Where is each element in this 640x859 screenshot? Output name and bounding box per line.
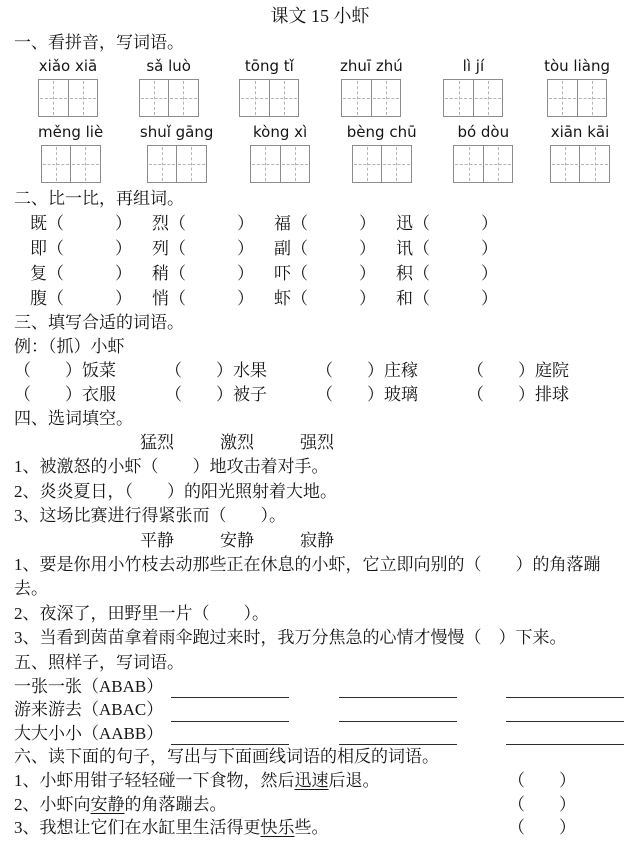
fill-sentence: 2、夜深了，田野里一片（ ）。 bbox=[14, 603, 269, 623]
fill-word-cell bbox=[467, 359, 618, 383]
pinyin-grid-column bbox=[139, 56, 199, 121]
character: 烈 bbox=[152, 214, 169, 233]
answer-blank: （ ） bbox=[291, 239, 376, 258]
pinyin-label: měng liè bbox=[38, 123, 104, 141]
compare-word-cell bbox=[152, 286, 274, 311]
blank-lines bbox=[163, 680, 626, 698]
compare-word-cell bbox=[396, 261, 518, 286]
compare-word-cell bbox=[274, 236, 396, 261]
fill-word-cell bbox=[165, 383, 316, 407]
writing-grid bbox=[38, 79, 98, 117]
grid-cell bbox=[240, 80, 269, 116]
answer-blank: （ ） bbox=[169, 264, 254, 283]
answer-line bbox=[339, 727, 457, 745]
fill-word-cell bbox=[14, 359, 165, 383]
page-title: 课文 15 小虾 bbox=[270, 6, 370, 26]
pinyin-grid-column bbox=[550, 122, 610, 187]
answer-line bbox=[506, 680, 624, 698]
grid-cell bbox=[473, 80, 503, 116]
pinyin-grid-column bbox=[140, 122, 214, 187]
answer-blank: （ ） bbox=[467, 385, 535, 404]
answer-line bbox=[171, 680, 289, 698]
word: 被子 bbox=[233, 385, 267, 404]
antonym-sentence bbox=[14, 816, 626, 840]
character: 积 bbox=[396, 264, 413, 283]
pinyin-grid-row-2 bbox=[14, 122, 626, 187]
fill-word-row bbox=[14, 383, 626, 407]
answer-blank: （ ） bbox=[316, 361, 384, 380]
word: 衣服 bbox=[82, 385, 116, 404]
grid-cell bbox=[140, 80, 169, 116]
answer-blank: （ ） bbox=[165, 361, 233, 380]
writing-grid bbox=[443, 79, 503, 117]
grid-cell bbox=[280, 146, 310, 182]
compare-row bbox=[14, 211, 626, 236]
option-word: 猛烈 bbox=[140, 433, 174, 452]
answer-blank: （ ） bbox=[169, 289, 254, 308]
compare-word-cell bbox=[274, 261, 396, 286]
grid-cell bbox=[39, 80, 68, 116]
pinyin-label: bó dòu bbox=[457, 123, 510, 141]
answer-blank: （ ） bbox=[14, 361, 82, 380]
writing-grid bbox=[352, 145, 412, 183]
pinyin-grid-column bbox=[443, 56, 503, 121]
character: 吓 bbox=[274, 264, 291, 283]
grid-cell bbox=[381, 146, 411, 182]
answer-blank: （ ） bbox=[47, 289, 132, 308]
answer-line bbox=[506, 727, 624, 745]
pinyin-grid-row-1 bbox=[14, 56, 626, 121]
sentence-pre: 3、我想让它们在水缸里生活得更 bbox=[14, 818, 261, 837]
fill-sentence: 3、这场比赛进行得紧张而（ ）。 bbox=[14, 506, 286, 525]
writing-grid bbox=[550, 145, 610, 183]
fill-word-cell bbox=[165, 359, 316, 383]
writing-grid bbox=[147, 145, 207, 183]
character: 列 bbox=[152, 239, 169, 258]
pinyin-grid-column bbox=[544, 56, 610, 121]
answer-blank: （ ） bbox=[291, 214, 376, 233]
answer-line bbox=[339, 704, 457, 722]
section6-header: 六、读下面的句子，写出与下面画线词语的相反的词语。 bbox=[14, 747, 439, 766]
sentence-pre: 2、小虾向 bbox=[14, 794, 91, 814]
blank-lines bbox=[163, 704, 626, 722]
character: 虾 bbox=[274, 289, 291, 308]
option-word: 寂静 bbox=[300, 530, 334, 550]
answer-line bbox=[171, 727, 289, 745]
answer-blank: （ ） bbox=[47, 264, 132, 283]
pinyin-label: tōng tǐ bbox=[244, 57, 294, 75]
compare-word-cell bbox=[396, 286, 518, 311]
word-options-row bbox=[14, 529, 626, 553]
fill-sentence: 3、当看到茵苗拿着雨伞跑过来时，我万分焦急的心情才慢慢（ ）下来。 bbox=[14, 628, 567, 647]
underlined-word: 安静 bbox=[90, 794, 125, 814]
section4-header: 四、选词填空。 bbox=[14, 409, 133, 428]
writing-grid bbox=[139, 79, 199, 117]
grid-cell bbox=[251, 146, 280, 182]
answer-blank: （ ） bbox=[413, 264, 498, 283]
writing-grid bbox=[341, 79, 401, 117]
pinyin-label: zhuī zhú bbox=[340, 57, 403, 75]
pinyin-label: tòu liàng bbox=[544, 57, 610, 75]
option-word: 激烈 bbox=[220, 433, 254, 452]
grid-cell bbox=[269, 80, 299, 116]
grid-cell bbox=[68, 80, 98, 116]
answer-blank: （ ） bbox=[316, 385, 384, 404]
writing-grid bbox=[453, 145, 513, 183]
section1-header: 一、看拼音，写词语。 bbox=[14, 33, 184, 52]
section2-header: 二、比一比，再组词。 bbox=[14, 189, 184, 208]
underlined-word: 迅速 bbox=[294, 771, 329, 790]
answer-blank: （ ） bbox=[169, 239, 254, 258]
character: 腹 bbox=[30, 289, 47, 308]
answer-blank: （ ） bbox=[508, 818, 576, 837]
answer-blank: （ ） bbox=[169, 214, 254, 233]
answer-blank: （ ） bbox=[47, 214, 132, 233]
fill-sentence: 1、要是你用小竹枝去动那些正在休息的小虾，它立即向别的（ ）的角落蹦去。 bbox=[14, 554, 601, 598]
answer-line bbox=[506, 704, 624, 722]
pattern-example: 游来游去（ABAC） bbox=[14, 700, 164, 719]
grid-cell bbox=[42, 146, 71, 182]
answer-line bbox=[171, 704, 289, 722]
character: 和 bbox=[396, 289, 413, 308]
grid-cell bbox=[579, 146, 609, 182]
option-word: 强烈 bbox=[300, 433, 334, 452]
underlined-word: 快乐 bbox=[260, 818, 295, 837]
word: 庭院 bbox=[535, 361, 569, 380]
fill-word-cell bbox=[316, 359, 467, 383]
character: 副 bbox=[274, 239, 291, 258]
fill-word-cell bbox=[14, 383, 165, 407]
option-word: 平静 bbox=[140, 530, 174, 550]
sentence-text bbox=[14, 793, 227, 817]
grid-cell bbox=[176, 146, 206, 182]
pattern-word-row bbox=[14, 722, 626, 746]
compare-word-cell bbox=[274, 211, 396, 236]
grid-cell bbox=[483, 146, 513, 182]
character: 既 bbox=[30, 214, 47, 233]
pinyin-label: kòng xì bbox=[253, 123, 308, 141]
answer-line bbox=[339, 680, 457, 698]
section5-header: 五、照样子，写词语。 bbox=[14, 652, 184, 672]
answer-blank: （ ） bbox=[291, 264, 376, 283]
pinyin-label: xiǎo xiā bbox=[38, 57, 98, 75]
compare-word-cell bbox=[396, 236, 518, 261]
compare-word-cell bbox=[396, 211, 518, 236]
grid-cell bbox=[371, 80, 401, 116]
writing-grid bbox=[250, 145, 310, 183]
answer-blank: （ ） bbox=[165, 385, 233, 404]
sentence-text bbox=[14, 769, 380, 793]
sentence-text bbox=[14, 816, 329, 840]
writing-grid bbox=[239, 79, 299, 117]
pinyin-grid-column bbox=[38, 122, 103, 187]
word: 排球 bbox=[535, 385, 569, 404]
compare-word-cell bbox=[30, 211, 152, 236]
pinyin-grid-column bbox=[239, 56, 299, 121]
pinyin-label: shuǐ gāng bbox=[139, 123, 214, 141]
word-options-row bbox=[14, 431, 626, 455]
compare-word-cell bbox=[152, 261, 274, 286]
answer-blank: （ ） bbox=[413, 289, 498, 308]
character: 即 bbox=[30, 239, 47, 258]
pattern-word-row bbox=[14, 698, 626, 722]
antonym-sentence bbox=[14, 769, 626, 793]
answer-blank: （ ） bbox=[508, 771, 576, 790]
word: 水果 bbox=[233, 361, 267, 380]
answer-blank: （ ） bbox=[14, 385, 82, 404]
section3-header: 三、填写合适的词语。 bbox=[14, 313, 184, 332]
character: 悄 bbox=[152, 289, 169, 308]
answer-blank: （ ） bbox=[467, 361, 535, 380]
grid-cell bbox=[148, 146, 177, 182]
pinyin-label: bèng chū bbox=[346, 123, 417, 141]
compare-word-cell bbox=[152, 211, 274, 236]
grid-cell bbox=[454, 146, 483, 182]
pattern-example: 大大小小（AABB） bbox=[14, 723, 164, 743]
writing-grid bbox=[547, 79, 607, 117]
pinyin-grid-column bbox=[347, 122, 417, 187]
character: 福 bbox=[274, 214, 291, 233]
pinyin-grid-column bbox=[250, 122, 310, 187]
writing-grid bbox=[41, 145, 101, 183]
compare-word-cell bbox=[30, 261, 152, 286]
pattern-example: 一张一张（ABAB） bbox=[14, 676, 164, 696]
character: 复 bbox=[30, 264, 47, 283]
answer-blank: （ ） bbox=[413, 239, 498, 258]
antonym-sentence bbox=[14, 793, 626, 817]
sentence-pre: 1、小虾用钳子轻轻碰一下食物，然后 bbox=[14, 771, 295, 790]
pinyin-label: lì jí bbox=[462, 57, 485, 75]
compare-word-cell bbox=[30, 236, 152, 261]
sentence-post: 后退。 bbox=[328, 771, 380, 790]
word: 饭菜 bbox=[82, 361, 116, 380]
grid-cell bbox=[577, 80, 607, 116]
fill-sentence: 2、炎炎夏日，（ ）的阳光照射着大地。 bbox=[14, 481, 337, 501]
character: 稍 bbox=[152, 264, 169, 283]
pinyin-grid-column bbox=[340, 56, 403, 121]
compare-row bbox=[14, 286, 626, 311]
grid-cell bbox=[551, 146, 580, 182]
grid-cell bbox=[70, 146, 100, 182]
sentence-post: 些。 bbox=[294, 818, 329, 837]
sentence-post: 的角落蹦去。 bbox=[124, 794, 227, 814]
grid-cell bbox=[548, 80, 577, 116]
character: 讯 bbox=[396, 239, 413, 258]
fill-word-cell bbox=[467, 383, 618, 407]
grid-cell bbox=[444, 80, 473, 116]
option-word: 安静 bbox=[220, 530, 254, 550]
compare-row bbox=[14, 261, 626, 286]
compare-word-cell bbox=[152, 236, 274, 261]
compare-row bbox=[14, 236, 626, 261]
answer-blank: （ ） bbox=[47, 239, 132, 258]
fill-sentence: 1、被激怒的小虾（ ）地攻击着对手。 bbox=[14, 457, 329, 476]
pinyin-label: xiān kāi bbox=[550, 123, 610, 141]
pattern-word-row bbox=[14, 675, 626, 699]
grid-cell bbox=[353, 146, 382, 182]
grid-cell bbox=[168, 80, 198, 116]
word: 庄稼 bbox=[384, 361, 418, 380]
answer-blank: （ ） bbox=[508, 794, 576, 814]
pinyin-grid-column bbox=[38, 56, 98, 121]
answer-blank: （ ） bbox=[413, 214, 498, 233]
fill-word-row bbox=[14, 359, 626, 383]
section3-example: 例：（抓）小虾 bbox=[14, 337, 125, 356]
compare-word-cell bbox=[274, 286, 396, 311]
grid-cell bbox=[342, 80, 371, 116]
pinyin-grid-column bbox=[453, 122, 513, 187]
fill-word-cell bbox=[316, 383, 467, 407]
character: 迅 bbox=[396, 214, 413, 233]
answer-blank: （ ） bbox=[291, 289, 376, 308]
word: 玻璃 bbox=[384, 385, 418, 404]
pinyin-label: sǎ luò bbox=[146, 57, 191, 75]
compare-word-cell bbox=[30, 286, 152, 311]
blank-lines bbox=[163, 727, 626, 745]
